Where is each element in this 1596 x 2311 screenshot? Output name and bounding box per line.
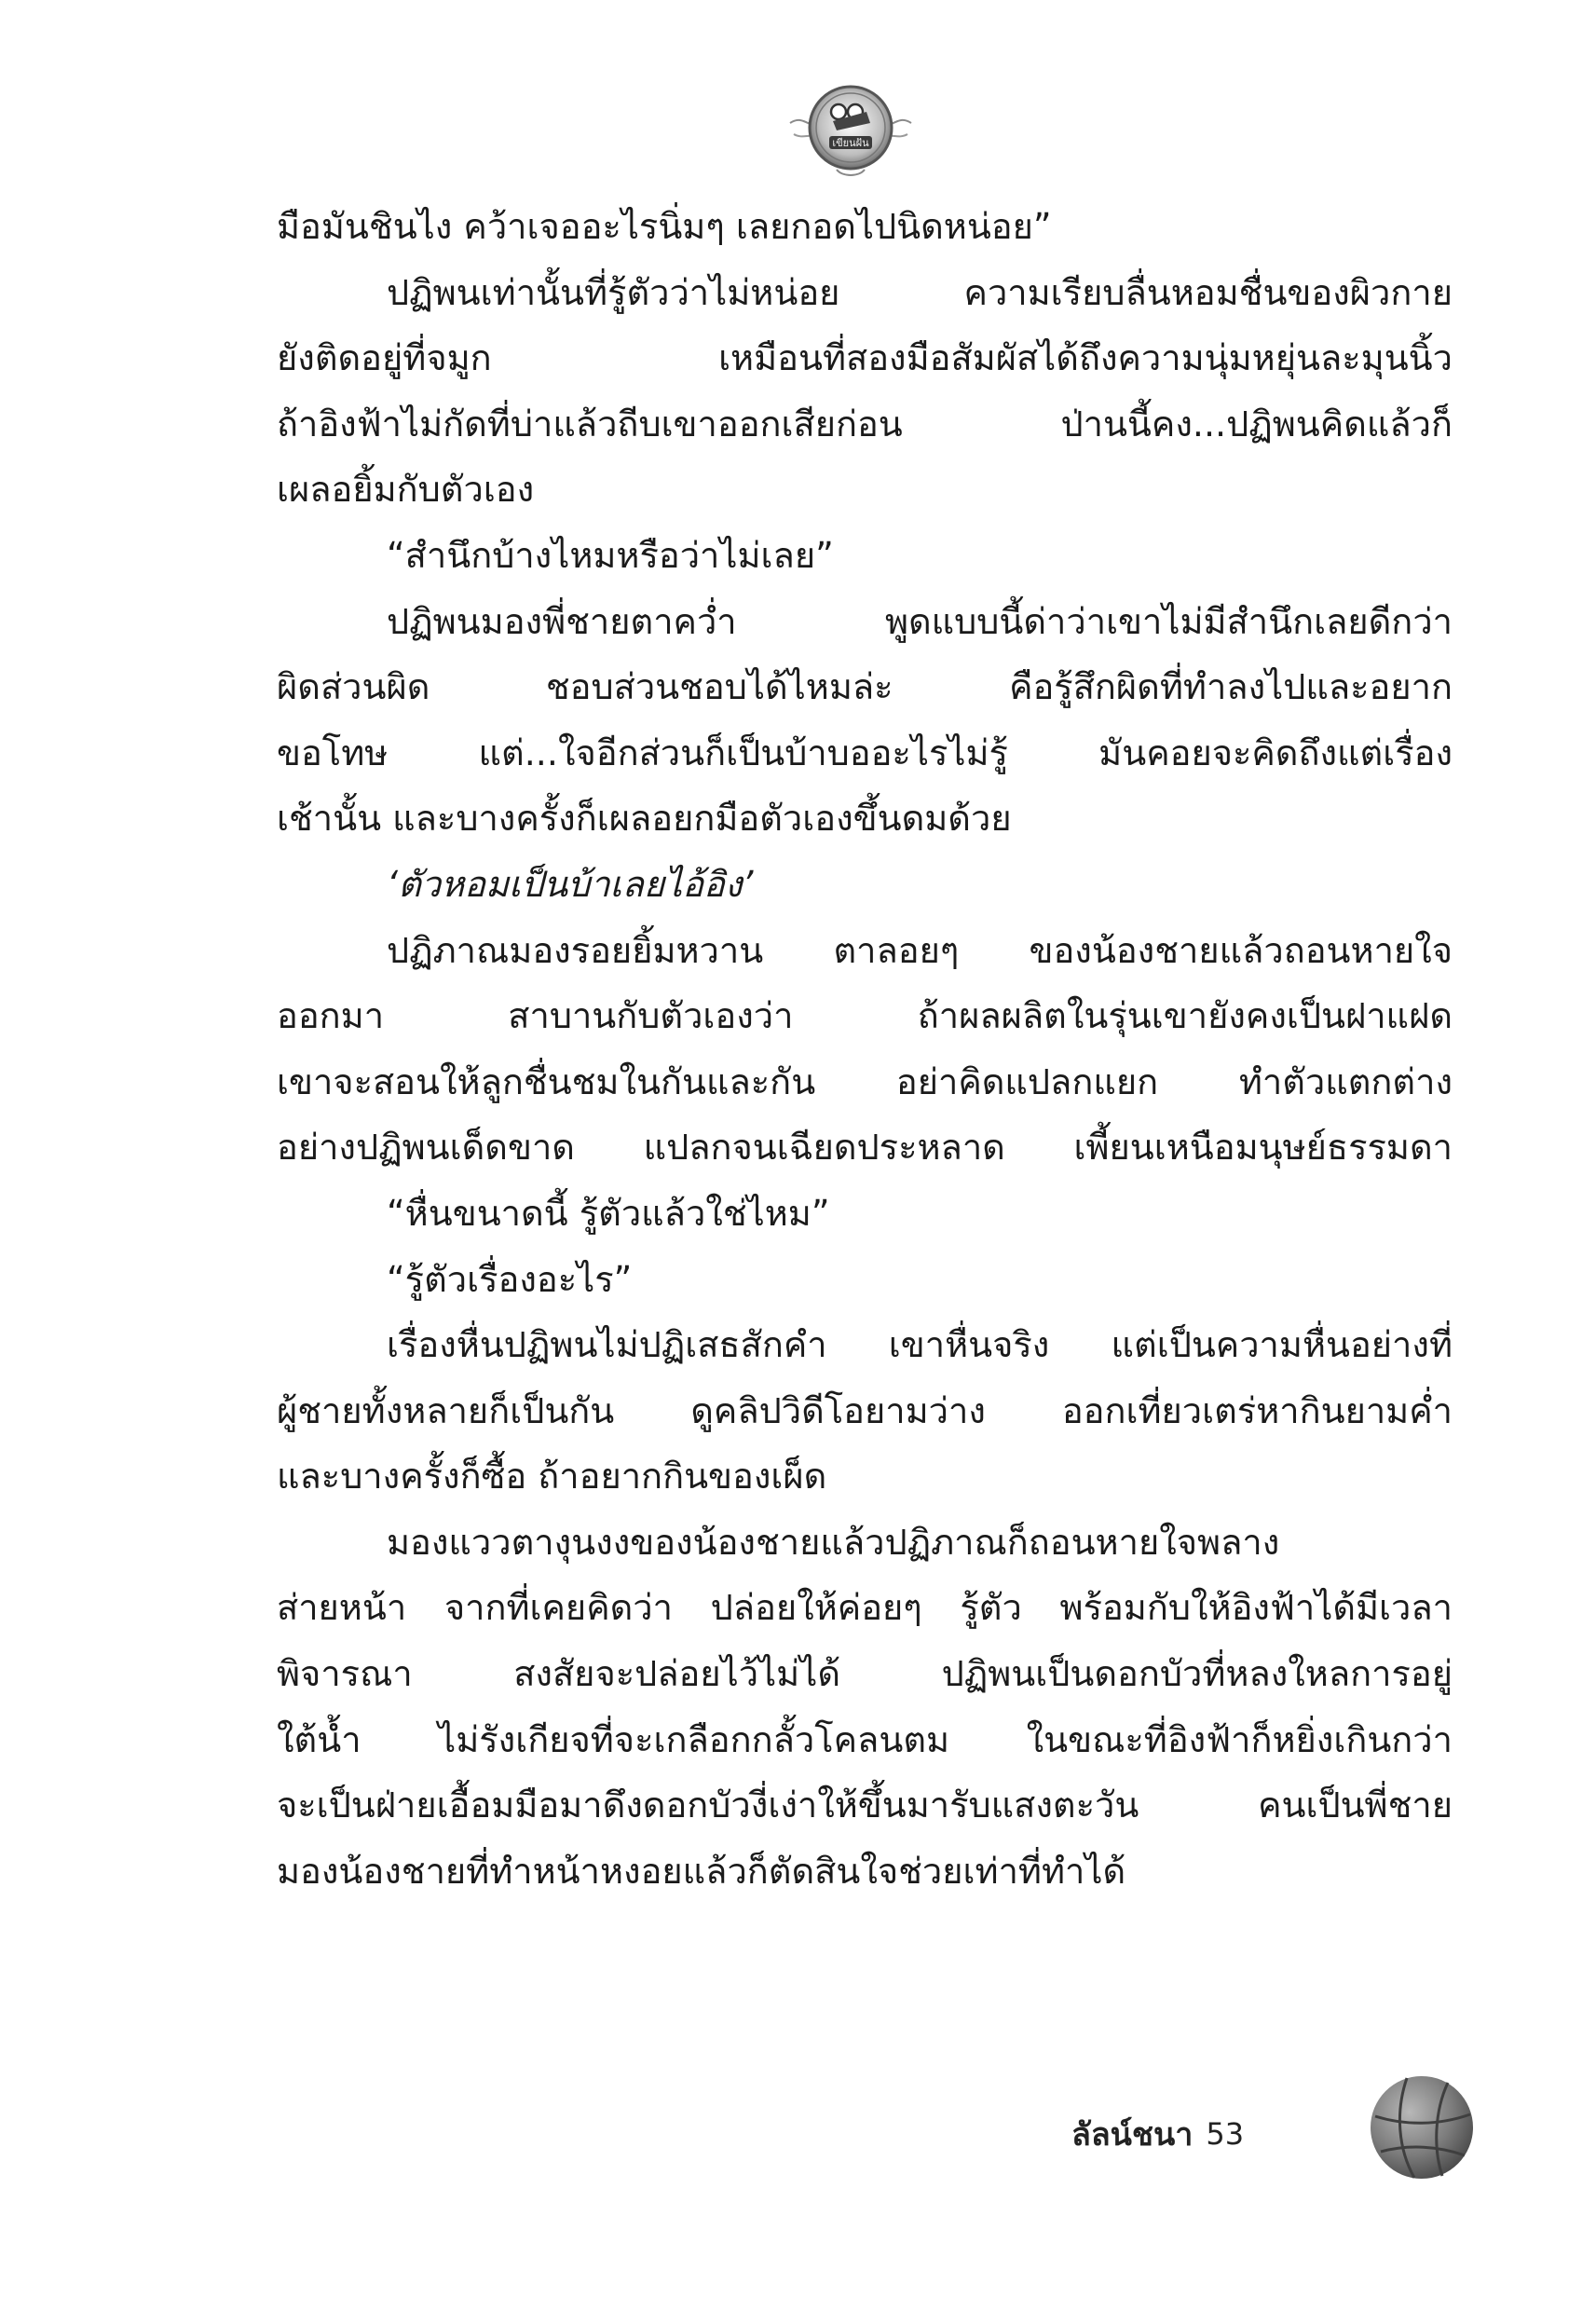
text-line: เช้านั้น และบางครั้งก็เผลอยกมือตัวเองขึ้นดมด้วย [277,798,1012,840]
basketball-icon [1368,2073,1476,2181]
text-line: เขาจะสอนให้ลูกชื่นชมในกันและกัน อย่าคิดแปลกแยก ทำตัวแตกต่าง [277,1060,1453,1102]
text-line: ขอโทษ แต่...ใจอีกส่วนก็เป็นบ้าบออะไรไม่รู้ มันคอยจะคิดถึงแต่เรื่อง [277,732,1453,773]
text-line: ปฏิพนเท่านั้นที่รู้ตัวว่าไม่หน่อย ความเรียบลื่นหอมชื่นของผิวกาย [387,271,1453,313]
text-line: มือมันชินไง คว้าเจออะไรนิ่มๆ เลยกอดไปนิดหน่อย” [277,206,1052,247]
book-title: ลัลน์ชนา [1071,2116,1194,2154]
text-line: พิจารณา สงสัยจะปล่อยไว้ไม่ได้ ปฏิพนเป็นดอกบัวที่หลงใหลการอยู่ [277,1653,1453,1695]
text-line: ปฏิภาณมองรอยยิ้มหวาน ตาลอยๆ ของน้องชายแล้วถอนหายใจ [387,929,1453,971]
text-line: มองแววตางุนงงของน้องชายแล้วปฏิภาณก็ถอนหายใจพลาง [387,1521,1280,1563]
text-line: และบางครั้งก็ซื้อ ถ้าอยากกินของเผ็ด [277,1456,827,1497]
text-line: “รู้ตัวเรื่องอะไร” [387,1258,633,1300]
text-line: ส่ายหน้า จากที่เคยคิดว่า ปล่อยให้ค่อยๆ รู้ตัว พร้อมกับให้อิงฟ้าได้มีเวลา [277,1587,1453,1629]
text-line: ยังติดอยู่ที่จมูก เหมือนที่สองมือสัมผัสได้ถึงความนุ่มหยุ่นละมุนนิ้ว [277,337,1453,379]
text-line: “สำนึกบ้างไหมหรือว่าไม่เลย” [387,534,834,576]
logo-text: เขียนฝัน [832,137,869,149]
text-line: “หื่นขนาดนี้ รู้ตัวแล้วใช่ไหม” [387,1192,830,1234]
body-text [277,194,1453,1904]
text-line: ผิดส่วนผิด ชอบส่วนชอบได้ไหมล่ะ คือรู้สึกผิดที่ทำลงไปและอยาก [277,666,1453,708]
text-line: เผลอยิ้มกับตัวเอง [277,469,535,511]
text-line: ผู้ชายทั้งหลายก็เป็นกัน ดูคลิปวิดีโอยามว่าง ออกเที่ยวเตร่หากินยามค่ำ [277,1389,1453,1431]
text-line: ออกมา สาบานกับตัวเองว่า ถ้าผลผลิตในรุ่นเขายังคงเป็นฝาแฝด [277,995,1453,1037]
page-number: 53 [1206,2116,1245,2152]
stamp-emblem-icon [781,58,921,198]
text-line: เรื่องหื่นปฏิพนไม่ปฏิเสธสักคำ เขาหื่นจริง แต่เป็นความหื่นอย่างที่ [387,1324,1453,1366]
text-line-italic: ‘ตัวหอมเป็นบ้าเลยไอ้อิง’ [387,863,754,905]
text-line: จะเป็นฝ่ายเอื้อมมือมาดึงดอกบัวงี่เง่าให้ขึ้นมารับแสงตะวัน คนเป็นพี่ชาย [277,1785,1453,1826]
text-line: อย่างปฏิพนเด็ดขาด แปลกจนเฉียดประหลาด เพี้ยนเหนือมนุษย์ธรรมดา [277,1127,1453,1169]
page-footer [1071,2101,1244,2167]
text-line: ปฏิพนมองพี่ชายตาคว่ำ พูดแบบนี้ด่าว่าเขาไม่มีสำนึกเลยดีกว่า [387,600,1453,642]
text-line: ใต้น้ำ ไม่รังเกียจที่จะเกลือกกลั้วโคลนตม ในขณะที่อิงฟ้าก็หยิ่งเกินกว่า [277,1718,1453,1760]
text-line: มองน้องชายที่ทำหน้าหงอยแล้วก็ตัดสินใจช่วยเท่าที่ทำได้ [277,1850,1126,1892]
text-line: ถ้าอิงฟ้าไม่กัดที่บ่าแล้วถีบเขาออกเสียก่อน ป่านนี้คง...ปฏิพนคิดแล้วก็ [277,403,1453,444]
